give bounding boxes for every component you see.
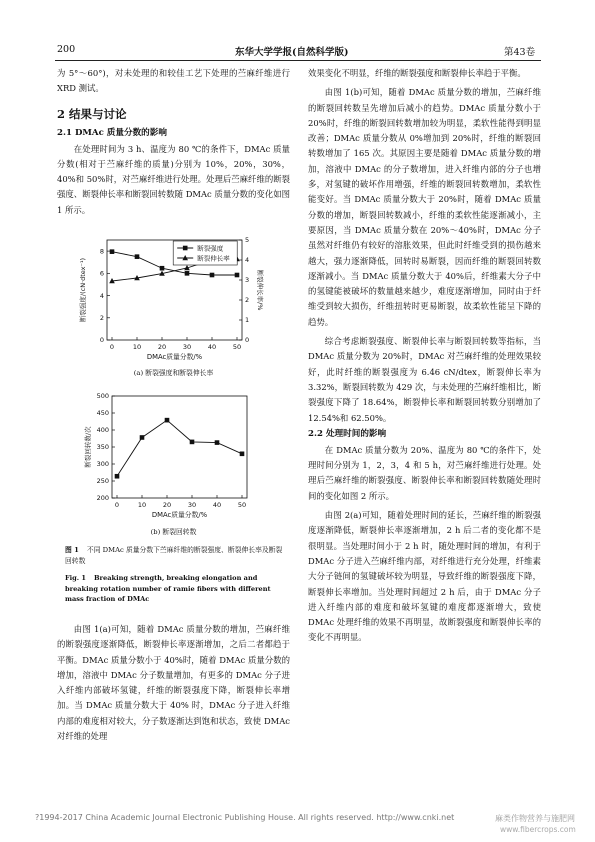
x-tick-label: 20 <box>162 501 172 509</box>
data-point <box>160 266 165 271</box>
y-tick-label: 8 <box>99 247 104 256</box>
x-axis-label: DMAc质量分数/% <box>146 353 203 361</box>
y2-tick-label: 4 <box>245 256 250 265</box>
figure-caption-text: 不同 DMAc 质量分数下苎麻纤维的断裂强度、断裂伸长率及断裂回转数 <box>65 546 283 565</box>
x-tick-label: 50 <box>232 343 242 351</box>
data-point <box>185 271 190 276</box>
paragraph: 由图 2(a)可知，随着处理时间的延长，苎麻纤维的断裂强度逐渐降低，断裂伸长率逐渐增加，2 h 后二者的变化都不是很明显。当处理时间小于 2 h 时，随处理时间的增加，有利于 DMAc 分子进入苎麻纤维内部，对纤维进行充分处理，纤维素大分子链间的氢键破坏较为明显，导致纤维的断裂强度下降，断裂伸长率增加。当处理时间超过 2 h 后，由于 DMAc 分子进入纤维内部的难度和破坏氢键的难度都逐渐增大，致使 DMAc 处理纤维的效果不再明显，故断裂强度和断裂伸长率的变化不再明显。 <box>308 510 541 643</box>
y-tick-label: 4 <box>99 291 104 300</box>
journal-title: 东华大学学报(自然科学版) <box>235 47 349 58</box>
y-tick-label: 250 <box>96 477 109 486</box>
legend-label: 断裂强度 <box>197 244 224 253</box>
y-tick-label: 2 <box>99 313 104 322</box>
y-tick-label: 0 <box>99 336 104 345</box>
paragraph: 综合考虑断裂强度、断裂伸长率与断裂回转数等指标，当 DMAc 质量分数为 20%时，DMAc 对苎麻纤维的处理效果较好，此时纤维的断裂强度为 6.46 cN/dtex，断裂伸长率为 3.32%，断裂回转数为 429 次，与未处理的苎麻纤维相比，断裂强度下降了 18.64%，断裂伸长率和断裂回转数分别增加了 12.54%和 62.50%。 <box>308 336 541 423</box>
y-tick-label: 6 <box>99 269 104 278</box>
figure-label-en: Fig. 1 <box>65 574 86 582</box>
y-tick-label: 300 <box>96 460 109 469</box>
figure-1a-chart <box>57 232 290 364</box>
data-point <box>140 435 145 440</box>
page-number: 200 <box>57 44 76 55</box>
paragraph: 由图 1(a)可知，随着 DMAc 质量分数的增加，苎麻纤维的断裂强度逐渐降低，断裂伸长率逐渐增加，之后二者都趋于平衡。DMAc 质量分数小于 40%时，随着 DMAc 质量分数的增加，溶液中 DMAc 分子数量增加，有更多的 DMAc 分子进入纤维内部破坏氢键，纤维的断裂强度下降，断裂伸长率增加。当 DMAc 质量分数大于 40% 时，DMAc 分子进入纤维内部的难度相对较大，分子数逐渐达到饱和状态，致使 DMAc 对纤维的处理 <box>57 624 290 742</box>
data-point <box>240 452 245 457</box>
figure-1a-caption: (a) 断裂强度和断裂伸长率 <box>133 369 214 377</box>
x-tick-label: 40 <box>207 343 217 351</box>
x-tick-label: 30 <box>187 501 197 509</box>
data-point <box>235 273 240 278</box>
x-tick-label: 50 <box>237 501 247 509</box>
intro-text: 为 5°～60°)，对未处理的和较佳工艺下处理的苎麻纤维进行 XRD 测试。 <box>57 68 290 94</box>
x-axis-label: DMAc质量分数/% <box>151 511 208 519</box>
x-tick-label: 10 <box>132 343 142 351</box>
y-tick-label: 500 <box>96 392 109 401</box>
data-point <box>215 440 220 445</box>
x-tick-label: 30 <box>182 343 192 351</box>
figure-1b-caption: (b) 断裂回转数 <box>150 528 197 536</box>
right-column <box>308 66 541 646</box>
figure-1-caption-cn <box>65 545 285 566</box>
watermark-url: www.fibercrops.com <box>500 825 576 834</box>
y-tick-label: 200 <box>96 494 109 503</box>
data-point <box>135 254 140 259</box>
figure-1-caption-en <box>65 573 285 605</box>
paragraph: 由图 1(b)可知，随着 DMAc 质量分数的增加，苎麻纤维的断裂回转数呈先增加后减小的趋势。DMAc 质量分数小于 20%时，纤维的断裂回转数增加较为明显，柔软性能得到明显改善；DMAc 质量分数从 0%增加到 20%时，纤维的断裂回转数增加了 165 次。其原因主要是随着 DMAc 质量分数的增加，溶液中 DMAc 的分子数增加，进入纤维内部的分子也增多，对氢键的破坏作用增强，纤维的断裂回转数增加，柔软性能变好。当 DMAc 质量分数大于 20%时，随着 DMAc 质量分数的增加，断裂回转数减小，纤维的柔软性能逐渐减小，主要原因，当 DMAc 质量分数在 20%～40%时，DMAc 分子虽然对纤维仍有较好的溶胀效果，但此时纤维受到的损伤越来越大，强力逐渐降低，回转时易断裂，因而纤维的断裂回转数逐渐减小。当 DMAc 质量分数大于 40%后，纤维素大分子中的氢键能被破坏的数量越来越少，难度逐渐增加，同时由于纤维受到较大损伤，纤维扭转时更易断裂，故柔软性能呈下降的趋势。 <box>308 87 541 327</box>
y-axis-label: 断裂回转数/次 <box>84 426 92 468</box>
section-title: 2 结果与讨论 <box>57 106 127 121</box>
volume-label: 第43卷 <box>504 47 536 58</box>
paragraph: 在处理时间为 3 h、温度为 80 ℃的条件下，DMAc 质量分数(相对于苎麻纤维的质量)分别为 10%，20%，30%，40%和 50%时，对苎麻纤维进行处理。处理后苎麻纤维的断裂强度、断裂伸长率和断裂回转数随 DMAc 质量分数的变化如图 1 所示。 <box>57 143 290 215</box>
figure-1b-chart <box>57 388 290 523</box>
legend-label: 断裂伸长率 <box>197 254 230 263</box>
copyright-footer: ?1994-2017 China Academic Journal Electronic Publishing House. All rights reserved. http://www.cnki.net <box>35 813 455 822</box>
y2-tick-label: 1 <box>245 316 250 325</box>
subsection-title: 2.2 处理时间的影响 <box>308 428 387 439</box>
y2-tick-label: 2 <box>245 296 250 305</box>
paragraph: 效果变化不明显，纤维的断裂强度和断裂伸长率趋于平衡。 <box>308 68 526 78</box>
header-rule <box>55 60 541 61</box>
y-tick-label: 450 <box>96 409 109 418</box>
y-axis-label: 断裂强度/(cN·dtex⁻¹) <box>79 257 87 323</box>
paragraph: 在 DMAc 质量分数为 20%、温度为 80 ℃的条件下，处理时间分别为 1，2，3，4 和 5 h，对苎麻纤维进行处理。处理后苎麻纤维的断裂强度、断裂伸长率和断裂回转数随处理时间的变化如图 2 所示。 <box>308 444 541 501</box>
data-point <box>210 273 215 278</box>
x-tick-label: 0 <box>114 501 120 509</box>
y2-tick-label: 0 <box>245 336 250 345</box>
series-line <box>117 420 242 476</box>
left-column <box>57 66 290 218</box>
x-tick-label: 0 <box>109 343 115 351</box>
x-tick-label: 40 <box>212 501 222 509</box>
data-point <box>115 474 120 479</box>
data-point <box>183 246 188 251</box>
left-column-lower <box>57 622 290 744</box>
data-point <box>165 418 170 423</box>
data-point <box>190 440 195 445</box>
figure-caption-text-en: Breaking strength, breaking elongation and breaking rotation number of ramie fibers with different mass fraction of DMAc <box>65 574 271 603</box>
y-tick-label: 400 <box>96 426 109 435</box>
y2-tick-label: 3 <box>245 276 250 285</box>
subsection-title: 2.1 DMAc 质量分数的影响 <box>57 127 167 138</box>
data-point <box>110 249 115 254</box>
x-tick-label: 20 <box>157 343 167 351</box>
y2-tick-label: 5 <box>245 236 250 245</box>
watermark-text: 麻类作物营养与施肥网 <box>495 814 575 823</box>
y2-axis-label: 断裂伸长率/% <box>256 269 264 311</box>
x-tick-label: 10 <box>137 501 147 509</box>
figure-label: 图 1 <box>65 546 79 554</box>
y-tick-label: 350 <box>96 443 109 452</box>
